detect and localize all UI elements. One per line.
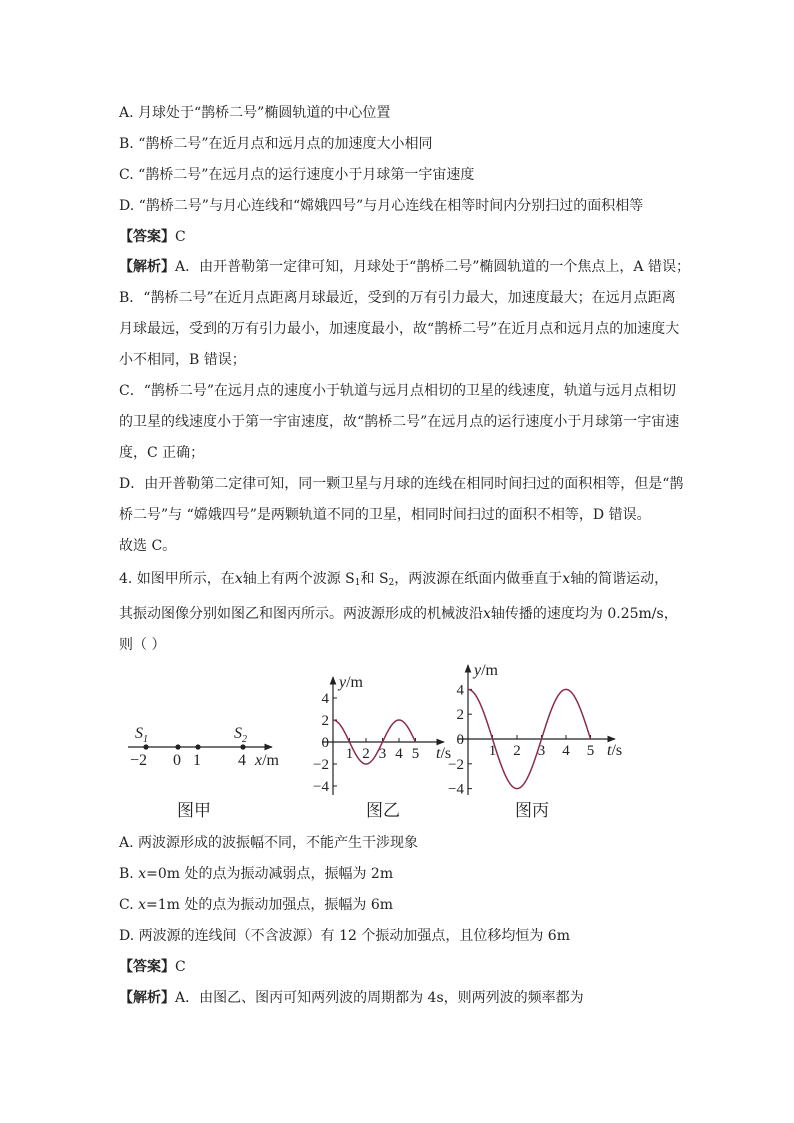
analysis-line: 度，C 正确； — [119, 445, 205, 461]
analysis-line: D．由开普勒第二定律可知，同一颗卫星与月球的连线在相同时间扫过的面积相等，但是“鹊 — [119, 476, 684, 492]
y-tick-label: 4 — [456, 682, 464, 699]
answer-value: C — [175, 229, 186, 245]
y-tick-label: −4 — [313, 779, 329, 795]
answer-value: C — [175, 959, 186, 975]
y-axis-label: y/m — [474, 662, 498, 679]
y-tick-label: −2 — [313, 757, 329, 773]
x-tick-label: 5 — [586, 743, 595, 759]
analysis-line: 的卫星的线速度小于第一宇宙速度，故“鹊桥二号”在远月点的运行速度小于月球第一宇宙速 — [119, 414, 680, 430]
x-tick-label: 5 — [411, 746, 420, 762]
tick-label: 4 — [238, 752, 246, 769]
q4-answer — [119, 957, 186, 977]
analysis-label: 【解析】 — [119, 990, 175, 1006]
answer-label: 【答案】 — [119, 229, 175, 245]
x-tick-label: 2 — [362, 746, 370, 762]
analysis-line: 月球最远，受到的万有引力最小，加速度最小，故“鹊桥二号”在近月点和远月点的加速度大 — [119, 321, 680, 337]
s2-label: $S_2$ — [234, 725, 247, 745]
q3-option-a: A. 月球处于“鹊桥二号”椭圆轨道的中心位置 — [119, 105, 391, 121]
analysis-line: 【解析】A．由开普勒第一定律可知，月球处于“鹊桥二号”椭圆轨道的一个焦点上，A 错误； — [119, 259, 690, 275]
x-tick-label: 2 — [513, 743, 521, 759]
figure-caption: 图乙 — [366, 801, 400, 820]
x-axis-label: t/s — [436, 745, 452, 762]
figure-caption: 图甲 — [177, 801, 211, 820]
y-tick-label: 4 — [321, 691, 329, 707]
y-tick-label: 0 — [321, 735, 329, 751]
tick-label: −2 — [130, 752, 148, 769]
x-tick-label: 4 — [562, 743, 570, 759]
analysis-line: 故选 C。 — [119, 538, 177, 554]
q4-option-a: A. 两波源形成的波振幅不同，不能产生干涉现象 — [119, 835, 419, 851]
x-tick-label: 3 — [378, 746, 387, 762]
y-tick-label: −4 — [448, 781, 464, 798]
figure-jia — [128, 725, 280, 820]
q3-answer — [119, 227, 186, 247]
x-tick-label: 1 — [488, 743, 497, 759]
q4-option-c: C. x=1m 处的点为振动加强点，振幅为 6m — [119, 897, 394, 913]
q3-analysis — [119, 252, 690, 562]
answer-label: 【答案】 — [119, 959, 175, 975]
q4-option-b: B. x=0m 处的点为振动减弱点，振幅为 2m — [119, 866, 394, 882]
source-s2-dot — [240, 744, 245, 749]
tick-label: 0 — [173, 752, 181, 769]
analysis-line: C．“鹊桥二号”在远月点的速度小于轨道与远月点相切的卫星的线速度，轨道与远月点相切 — [119, 383, 677, 399]
y-tick-label: 0 — [456, 732, 464, 748]
analysis-line: B．“鹊桥二号”在近月点距离月球最近，受到的万有引力最大，加速度最大；在远月点距离 — [119, 290, 676, 306]
q4-analysis: 【解析】A．由图乙、图丙可知两列波的周期都为 4s，则两列波的频率都为 — [119, 990, 584, 1006]
x-tick-label: 1 — [345, 746, 354, 762]
figure-caption: 图丙 — [515, 801, 549, 820]
analysis-line: 小不相同，B 错误； — [119, 352, 246, 368]
y-tick-label: 2 — [321, 713, 329, 729]
figure-bing — [448, 662, 622, 798]
axis-label: x/m — [255, 752, 279, 769]
origin-dot — [175, 744, 180, 749]
x-axis-label: t/s — [607, 742, 623, 759]
figure-yi — [313, 674, 451, 795]
s1-label: $S_1$ — [135, 725, 148, 745]
q3-option-c: C. “鹊桥二号”在远月点的运行速度小于月球第一宇宙速度 — [119, 167, 475, 183]
q3-option-d: D. “鹊桥二号”与月心连线和“嫦娥四号”与月心连线在相等时间内分别扫过的面积相等 — [119, 198, 644, 214]
q4-option-d: D. 两波源的连线间（不含波源）有 12 个振动加强点，且位移均恒为 6m — [119, 928, 570, 944]
q4-stem: 4. 如图甲所示，在x轴上有两个波源 $S_1$和 $S_2$，两波源在纸面内做垂直于x轴的简谐运动， 其振动图像分别如图乙和图丙所示。两波源形成的机械波沿x轴传播的速度均为 0.25m/s， 则（ ） — [119, 571, 678, 653]
source-s1-dot — [143, 744, 148, 749]
analysis-label: 【解析】 — [119, 259, 175, 275]
analysis-line: 桥二号”与 “嫦娥四号”是两颗轨道不同的卫星，相同时间扫过的面积不相等，D 错误。 — [119, 507, 651, 523]
x-tick-label: 4 — [395, 746, 403, 762]
tick-label: 1 — [193, 752, 201, 769]
x-tick-label: 3 — [537, 743, 546, 759]
q3-option-b: B. “鹊桥二号”在近月点和远月点的加速度大小相同 — [119, 136, 433, 152]
x1-dot — [195, 744, 200, 749]
y-axis-label: y/m — [339, 674, 363, 691]
y-tick-label: −2 — [448, 756, 464, 773]
figures — [0, 655, 794, 835]
y-tick-label: 2 — [456, 707, 464, 724]
